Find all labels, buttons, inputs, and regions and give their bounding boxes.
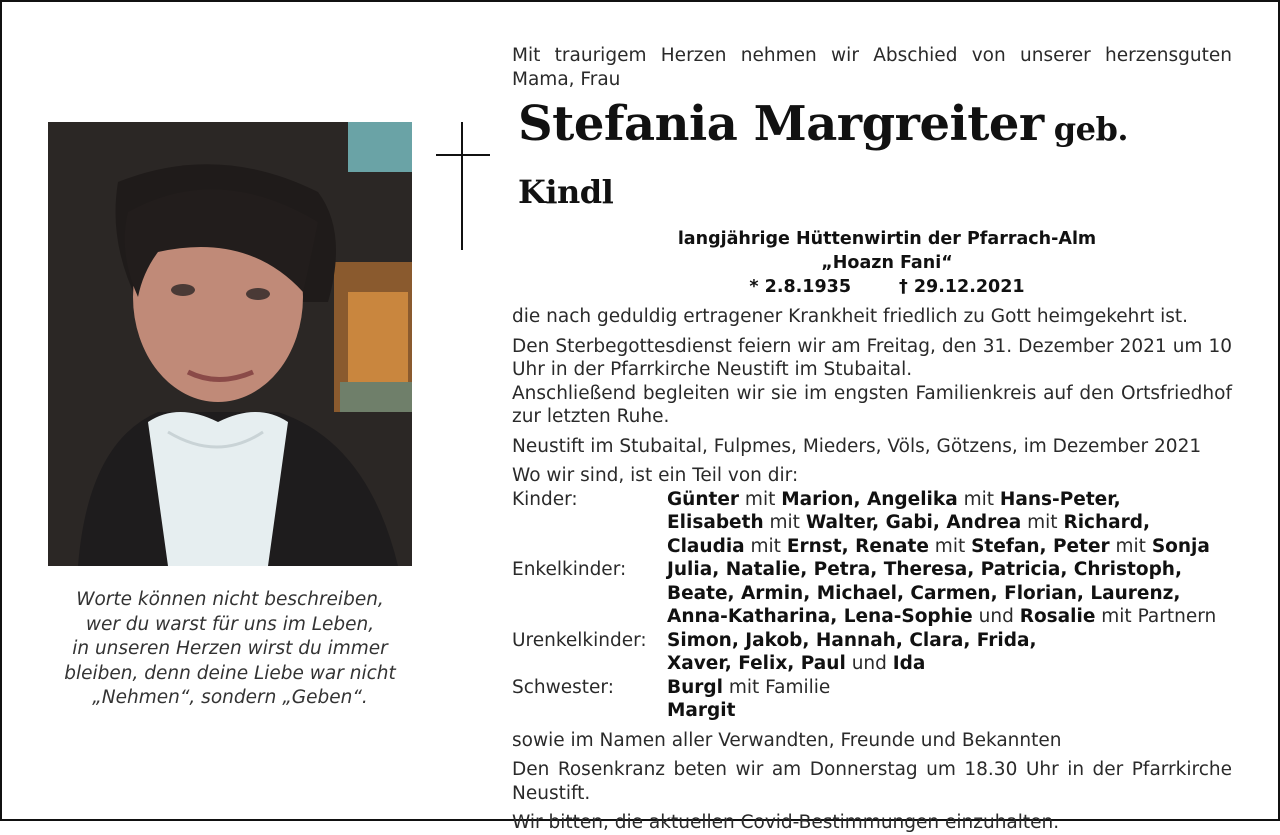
family-group-label: Schwester:: [512, 676, 614, 698]
cross-icon: [434, 122, 492, 250]
notice-text: [512, 44, 1232, 835]
connector-text: und: [972, 606, 1020, 627]
family-group: [512, 558, 1232, 629]
quote-line: bleiben, denn deine Liebe war nicht: [64, 662, 396, 684]
family-member-name: Ida: [892, 653, 926, 674]
family-member-name: Sonja: [1151, 535, 1210, 557]
nickname: „Hoazn Fani“: [821, 253, 953, 273]
family-member-name: Walter, Gabi, Andrea: [805, 512, 1022, 533]
maiden-name: geb. Kindl: [518, 110, 1128, 211]
family-member-name: Simon, Jakob, Hannah, Clara, Frida,: [667, 629, 1037, 651]
connector-text: mit Familie: [722, 676, 831, 698]
family-list: [512, 488, 1232, 723]
birth-date: * 2.8.1935: [749, 277, 852, 297]
passing-text: die nach geduldig ertragener Krankheit friedlich zu Gott heimgekehrt ist.: [512, 306, 1189, 327]
quote-line: in unseren Herzen wirst du immer: [72, 638, 388, 659]
family-group: [512, 488, 1232, 559]
quote-line: wer du warst für uns im Leben,: [85, 613, 375, 635]
places-date: Neustift im Stubaital, Fulpmes, Mieders, Völs, Götzens, im Dezember 2021: [512, 435, 1202, 457]
family-group-label: Kinder:: [512, 488, 578, 510]
family-intro: Wo wir sind, ist ein Teil von dir:: [512, 465, 799, 486]
family-group-label: Urenkelkinder:: [512, 629, 647, 651]
memorial-quote: [42, 588, 418, 711]
connector-text: mit: [957, 488, 1000, 510]
burial-text: Anschließend begleiten wir sie im engsten Familienkreis auf den Ortsfriedhof zur letzten Ruhe.: [512, 382, 1232, 427]
quote-line: Worte können nicht beschreiben,: [76, 589, 384, 610]
family-names-line: [667, 652, 1232, 676]
family-member-name: Hans-Peter,: [999, 488, 1121, 510]
deceased-name: Stefania Margreiter: [518, 96, 1044, 152]
family-names-line: [667, 558, 1232, 582]
covid-notice: Wir bitten, die aktuellen Covid-Bestimmungen einzuhalten.: [512, 812, 1060, 833]
family-member-name: Burgl: [667, 676, 723, 698]
family-names-line: [667, 699, 1232, 723]
family-member-name: Claudia: [667, 535, 745, 557]
family-group-names: [667, 558, 1232, 629]
connector-text: mit Partnern: [1095, 606, 1217, 627]
family-member-name: Anna-Katharina, Lena-Sophie: [667, 606, 973, 627]
family-member-name: Beate, Armin, Michael, Carmen, Florian, Laurenz,: [667, 582, 1181, 604]
occupation: langjährige Hüttenwirtin der Pfarrach-Alm: [677, 229, 1097, 249]
family-group: [512, 629, 1232, 676]
family-names-line: [667, 629, 1232, 653]
family-names-line: [667, 511, 1232, 535]
rosary-text: Den Rosenkranz beten wir am Donnerstag um 18.30 Uhr in der Pfarrkirche Neustift.: [512, 759, 1232, 804]
family-names-line: [667, 488, 1232, 512]
family-names-line: [667, 535, 1232, 559]
deceased-name-line: [518, 95, 1232, 221]
quote-line: „Nehmen“, sondern „Geben“.: [92, 687, 368, 708]
family-group-label: Enkelkinder:: [512, 559, 627, 580]
family-names-line: [667, 676, 1232, 700]
connector-text: und: [845, 653, 893, 674]
intro-text: Mit traurigem Herzen nehmen wir Abschied von unserer herzensguten Mama, Frau: [512, 45, 1232, 90]
family-group-names: [667, 488, 1232, 559]
family-member-name: Günter: [667, 488, 740, 510]
service-text: Den Sterbegottesdienst feiern wir am Freitag, den 31. Dezember 2021 um 10 Uhr in der Pfarrkirche Neustift im Stubaital.: [512, 335, 1232, 380]
family-names-line: [667, 605, 1232, 629]
relatives-text: sowie im Namen aller Verwandten, Freunde und Bekannten: [512, 729, 1062, 751]
death-date: † 29.12.2021: [899, 277, 1025, 297]
family-member-name: Julia, Natalie, Petra, Theresa, Patricia, Christoph,: [667, 559, 1183, 580]
portrait-photo: [48, 122, 412, 566]
family-member-name: Stefan, Peter: [971, 535, 1110, 557]
connector-text: mit: [928, 535, 972, 557]
family-member-name: Rosalie: [1019, 606, 1096, 627]
connector-text: mit: [1109, 535, 1152, 557]
family-group: [512, 676, 1232, 723]
family-member-name: Marion, Angelika: [781, 488, 958, 510]
connector-text: mit: [744, 535, 787, 557]
family-member-name: Ernst, Renate: [786, 535, 929, 557]
life-dates: [542, 275, 1232, 299]
family-member-name: Richard,: [1063, 512, 1151, 533]
connector-text: mit: [1021, 512, 1064, 533]
connector-text: mit: [763, 512, 806, 533]
family-member-name: Xaver, Felix, Paul: [667, 653, 846, 674]
family-member-name: Elisabeth: [667, 512, 764, 533]
connector-text: mit: [739, 488, 782, 510]
family-member-name: Margit: [667, 700, 736, 721]
family-group-names: [667, 629, 1232, 676]
family-names-line: [667, 582, 1232, 606]
family-group-names: [667, 676, 1232, 723]
